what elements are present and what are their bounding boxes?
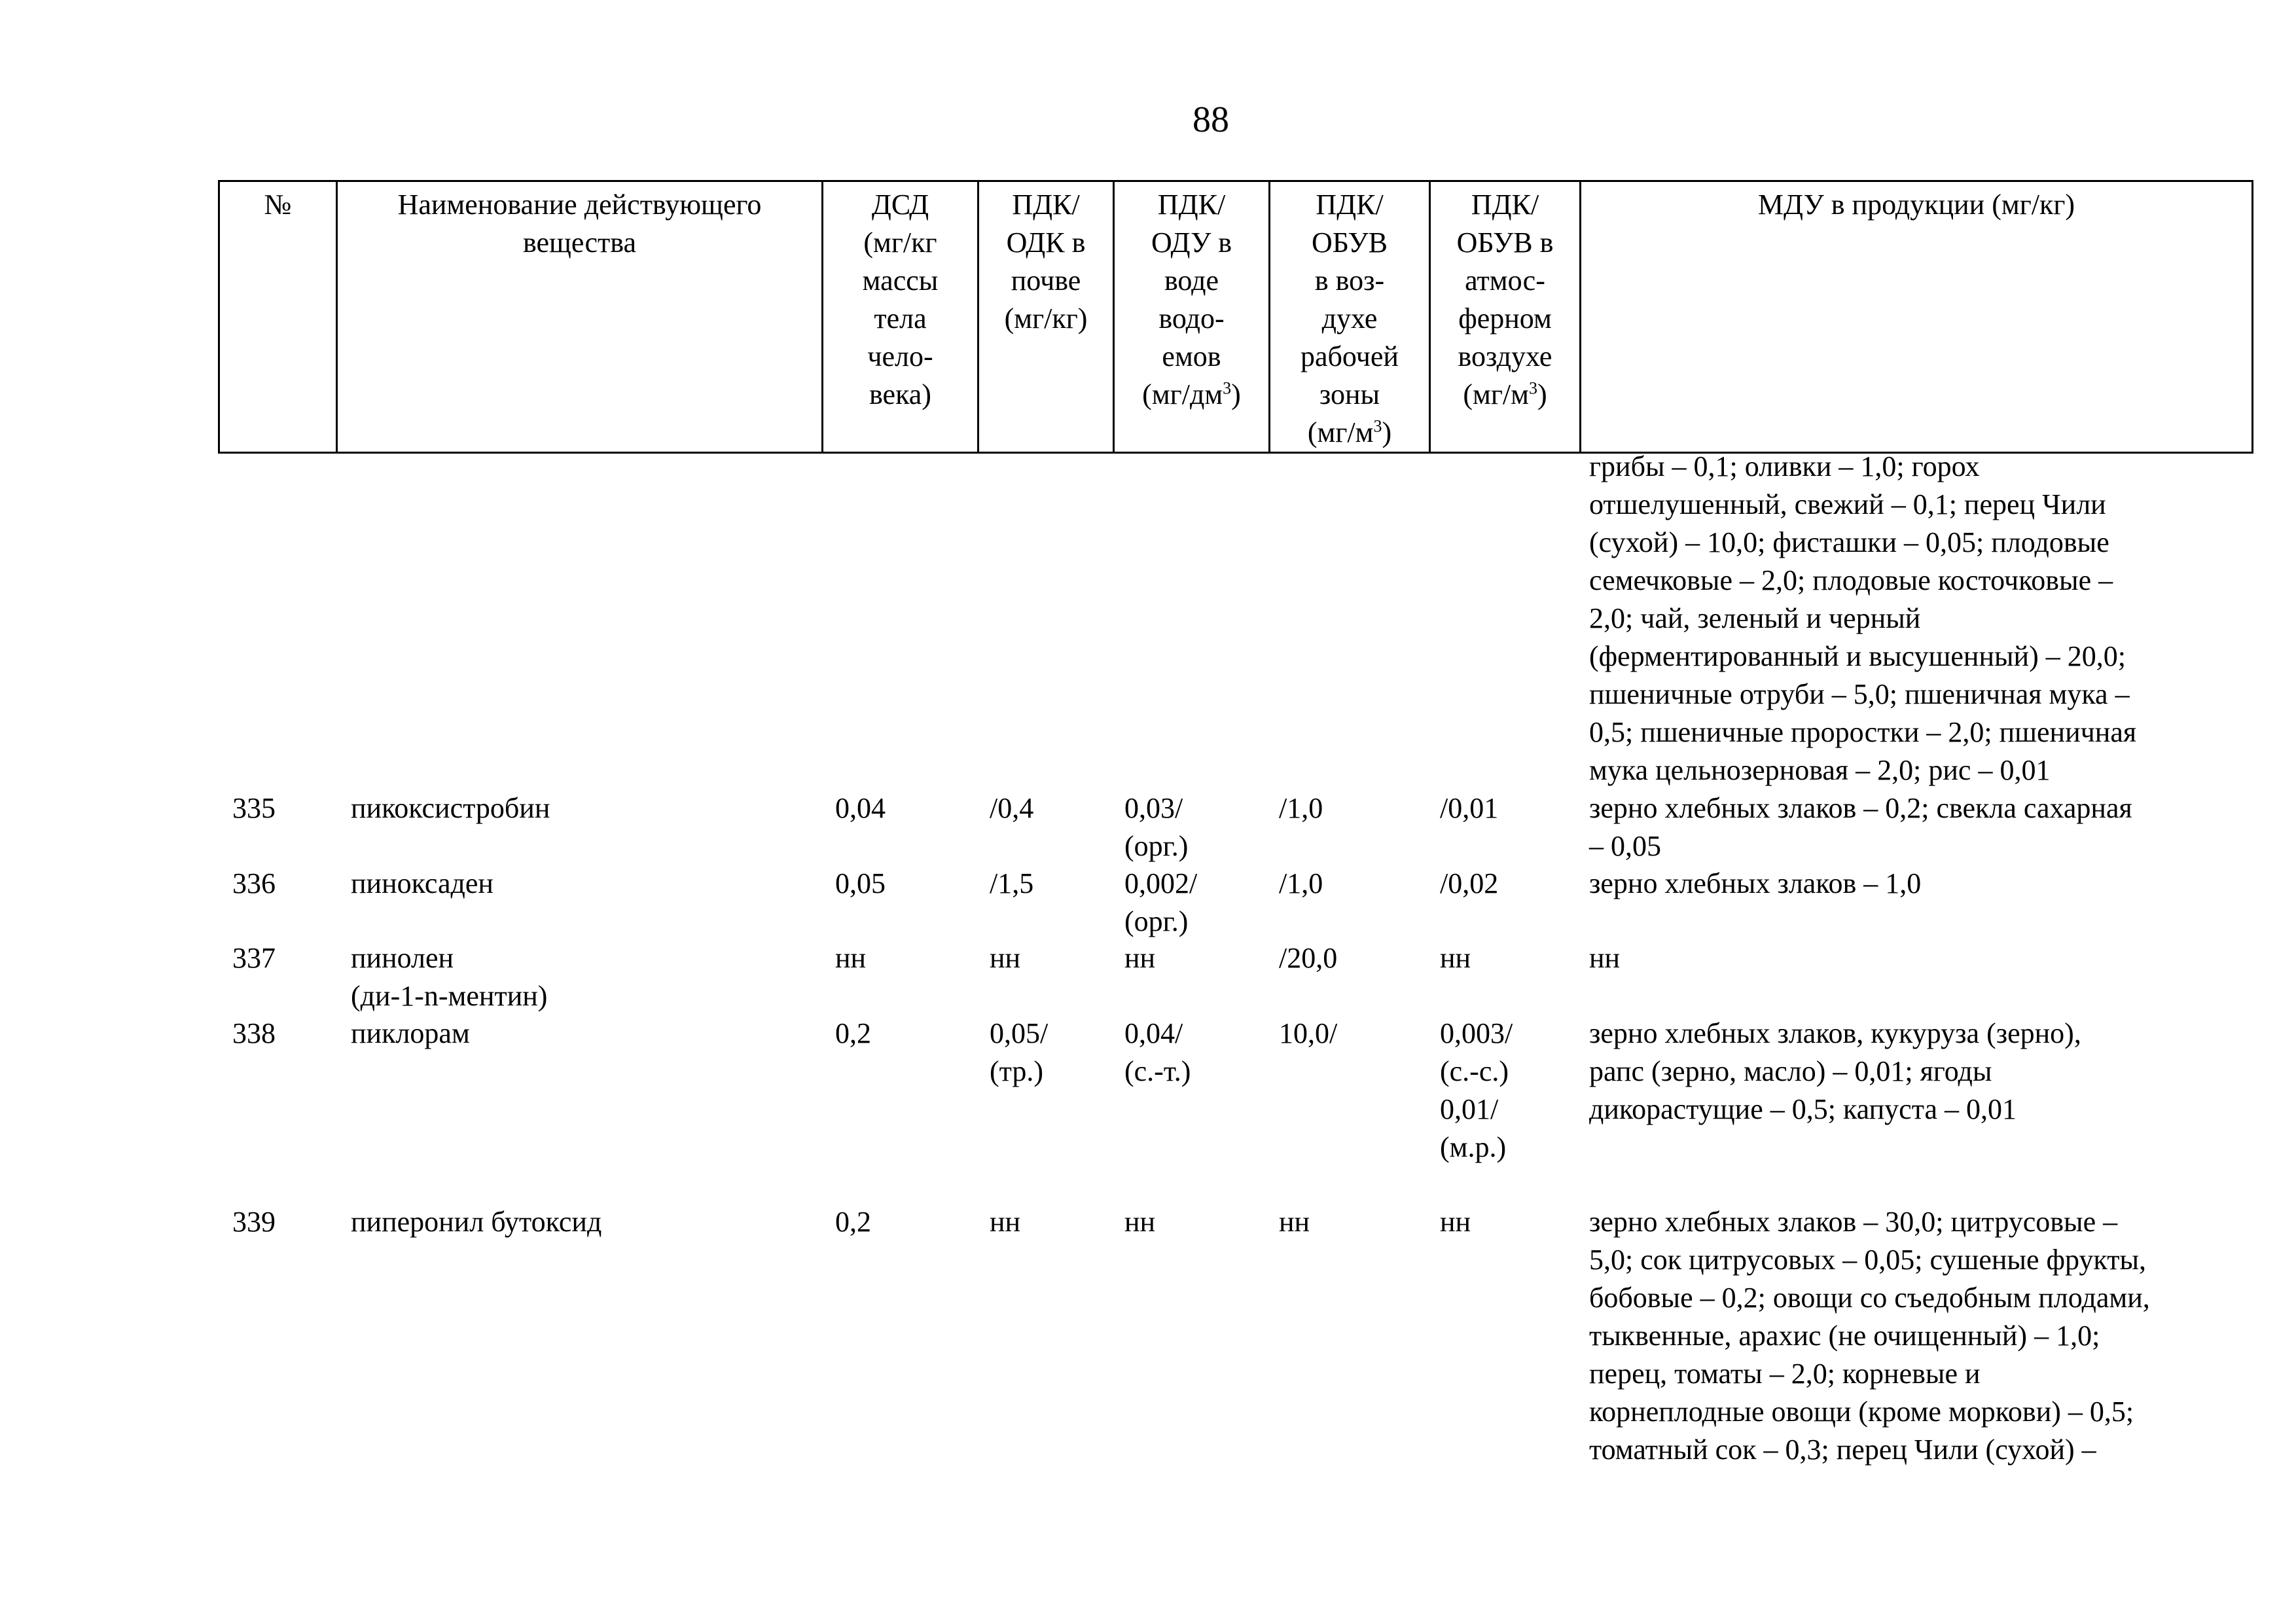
atmosphere-value: нн	[1440, 1206, 1471, 1238]
table-header	[218, 180, 2253, 454]
header-dsd: ДСД (мг/кг массы тела чело- века)	[823, 181, 978, 453]
work-air-value: 10,0/	[1279, 1017, 1338, 1049]
row-number: 337	[232, 942, 276, 974]
dsd-value: 0,2	[835, 1017, 871, 1049]
substance-name: пикоксистробин	[351, 792, 550, 824]
substance-name: пиклорам	[351, 1017, 470, 1049]
header-water-unit: $(мг/дм^3)$	[1142, 378, 1241, 410]
row-number: 335	[232, 792, 276, 824]
water-value: 0,03/ (орг.)	[1124, 792, 1189, 862]
mdu-value: нн	[1589, 942, 1621, 974]
substance-name: пиноксаден	[351, 867, 493, 899]
work-air-value: нн	[1279, 1206, 1310, 1238]
water-value: 0,002/ (орг.)	[1124, 867, 1198, 937]
header-atmosphere-limit: ПДК/ ОБУВ в атмос- ферном воздухе $(мг/м^3)$	[1430, 181, 1581, 453]
row-number: 338	[232, 1017, 276, 1049]
mdu-value: зерно хлебных злаков – 30,0; цитрусовые – 5,0; сок цитрусовых – 0,05; сушеные фрукты, бобовые – 0,2; овощи со съедобным плодами, тыквенные, арахис (не очищенный) – 1,0; перец, томаты – 2,0; корневые и корнеплодные овощи (кроме моркови) – 0,5; томатный сок – 0,3; перец Чили (сухой) –	[1589, 1206, 2150, 1466]
work-air-value: /1,0	[1279, 867, 1323, 899]
dsd-value: нн	[835, 942, 867, 974]
mdu-value: зерно хлебных злаков – 0,2; свекла сахарная – 0,05	[1589, 792, 2132, 862]
substance-name: пиперонил бутоксид	[351, 1206, 602, 1238]
row-number: 339	[232, 1206, 276, 1238]
row-number: 336	[232, 867, 276, 899]
water-value: 0,04/ (с.-т.)	[1124, 1017, 1191, 1087]
work-air-value: /20,0	[1279, 942, 1338, 974]
dsd-value: 0,2	[835, 1206, 871, 1238]
soil-value: нн	[990, 942, 1021, 974]
water-value: нн	[1124, 1206, 1156, 1238]
soil-value: 0,05/ (тр.)	[990, 1017, 1049, 1087]
atmosphere-value: /0,02	[1440, 867, 1499, 899]
work-air-value: /1,0	[1279, 792, 1323, 824]
page-number: 88	[1193, 99, 1229, 140]
dsd-value: 0,05	[835, 867, 886, 899]
dsd-value: 0,04	[835, 792, 886, 824]
header-mdu: МДУ в продукции (мг/кг)	[1581, 181, 2253, 453]
atmosphere-value: /0,01	[1440, 792, 1499, 824]
mdu-value: зерно хлебных злаков – 1,0	[1589, 867, 1922, 899]
soil-value: /1,5	[990, 867, 1034, 899]
header-soil-limit: ПДК/ ОДК в почве (мг/кг)	[978, 181, 1114, 453]
continuation-mdu: грибы – 0,1; оливки – 1,0; горох отшелушенный, свежий – 0,1; перец Чили (сухой) – 10,0; фисташки – 0,05; плодовые семечковые – 2,0; плодовые косточковые – 2,0; чай, зеленый и черный (ферментированный и высушенный) – 20,0; пшеничные отруби – 5,0; пшеничная мука – 0,5; пшеничные проростки – 2,0; пшеничная мука цельнозерновая – 2,0; рис – 0,01	[1589, 450, 2137, 786]
mdu-value: зерно хлебных злаков, кукуруза (зерно), рапс (зерно, масло) – 0,01; ягоды дикорастущие – 0,5; капуста – 0,01	[1589, 1017, 2081, 1125]
header-water-limit: ПДК/ ОДУ в воде водо- емов $(мг/дм^3)$	[1114, 181, 1270, 453]
water-value: нн	[1124, 942, 1156, 974]
atmosphere-value: нн	[1440, 942, 1471, 974]
header-number: №	[219, 181, 337, 453]
atmosphere-value: 0,003/ (с.-с.) 0,01/ (м.р.)	[1440, 1017, 1513, 1163]
soil-value: нн	[990, 1206, 1021, 1238]
header-atmosphere-unit: $(мг/м^3)$	[1463, 378, 1547, 410]
header-work-air-limit: ПДК/ ОБУВ в воз- духе рабочей зоны $(мг/м^3)$	[1270, 181, 1430, 453]
soil-value: /0,4	[990, 792, 1034, 824]
header-work-air-unit: $(мг/м^3)$	[1307, 416, 1392, 448]
header-substance-name: Наименование действующего вещества	[337, 181, 823, 453]
substance-name: пинолен (ди-1-n-ментин)	[351, 942, 548, 1012]
